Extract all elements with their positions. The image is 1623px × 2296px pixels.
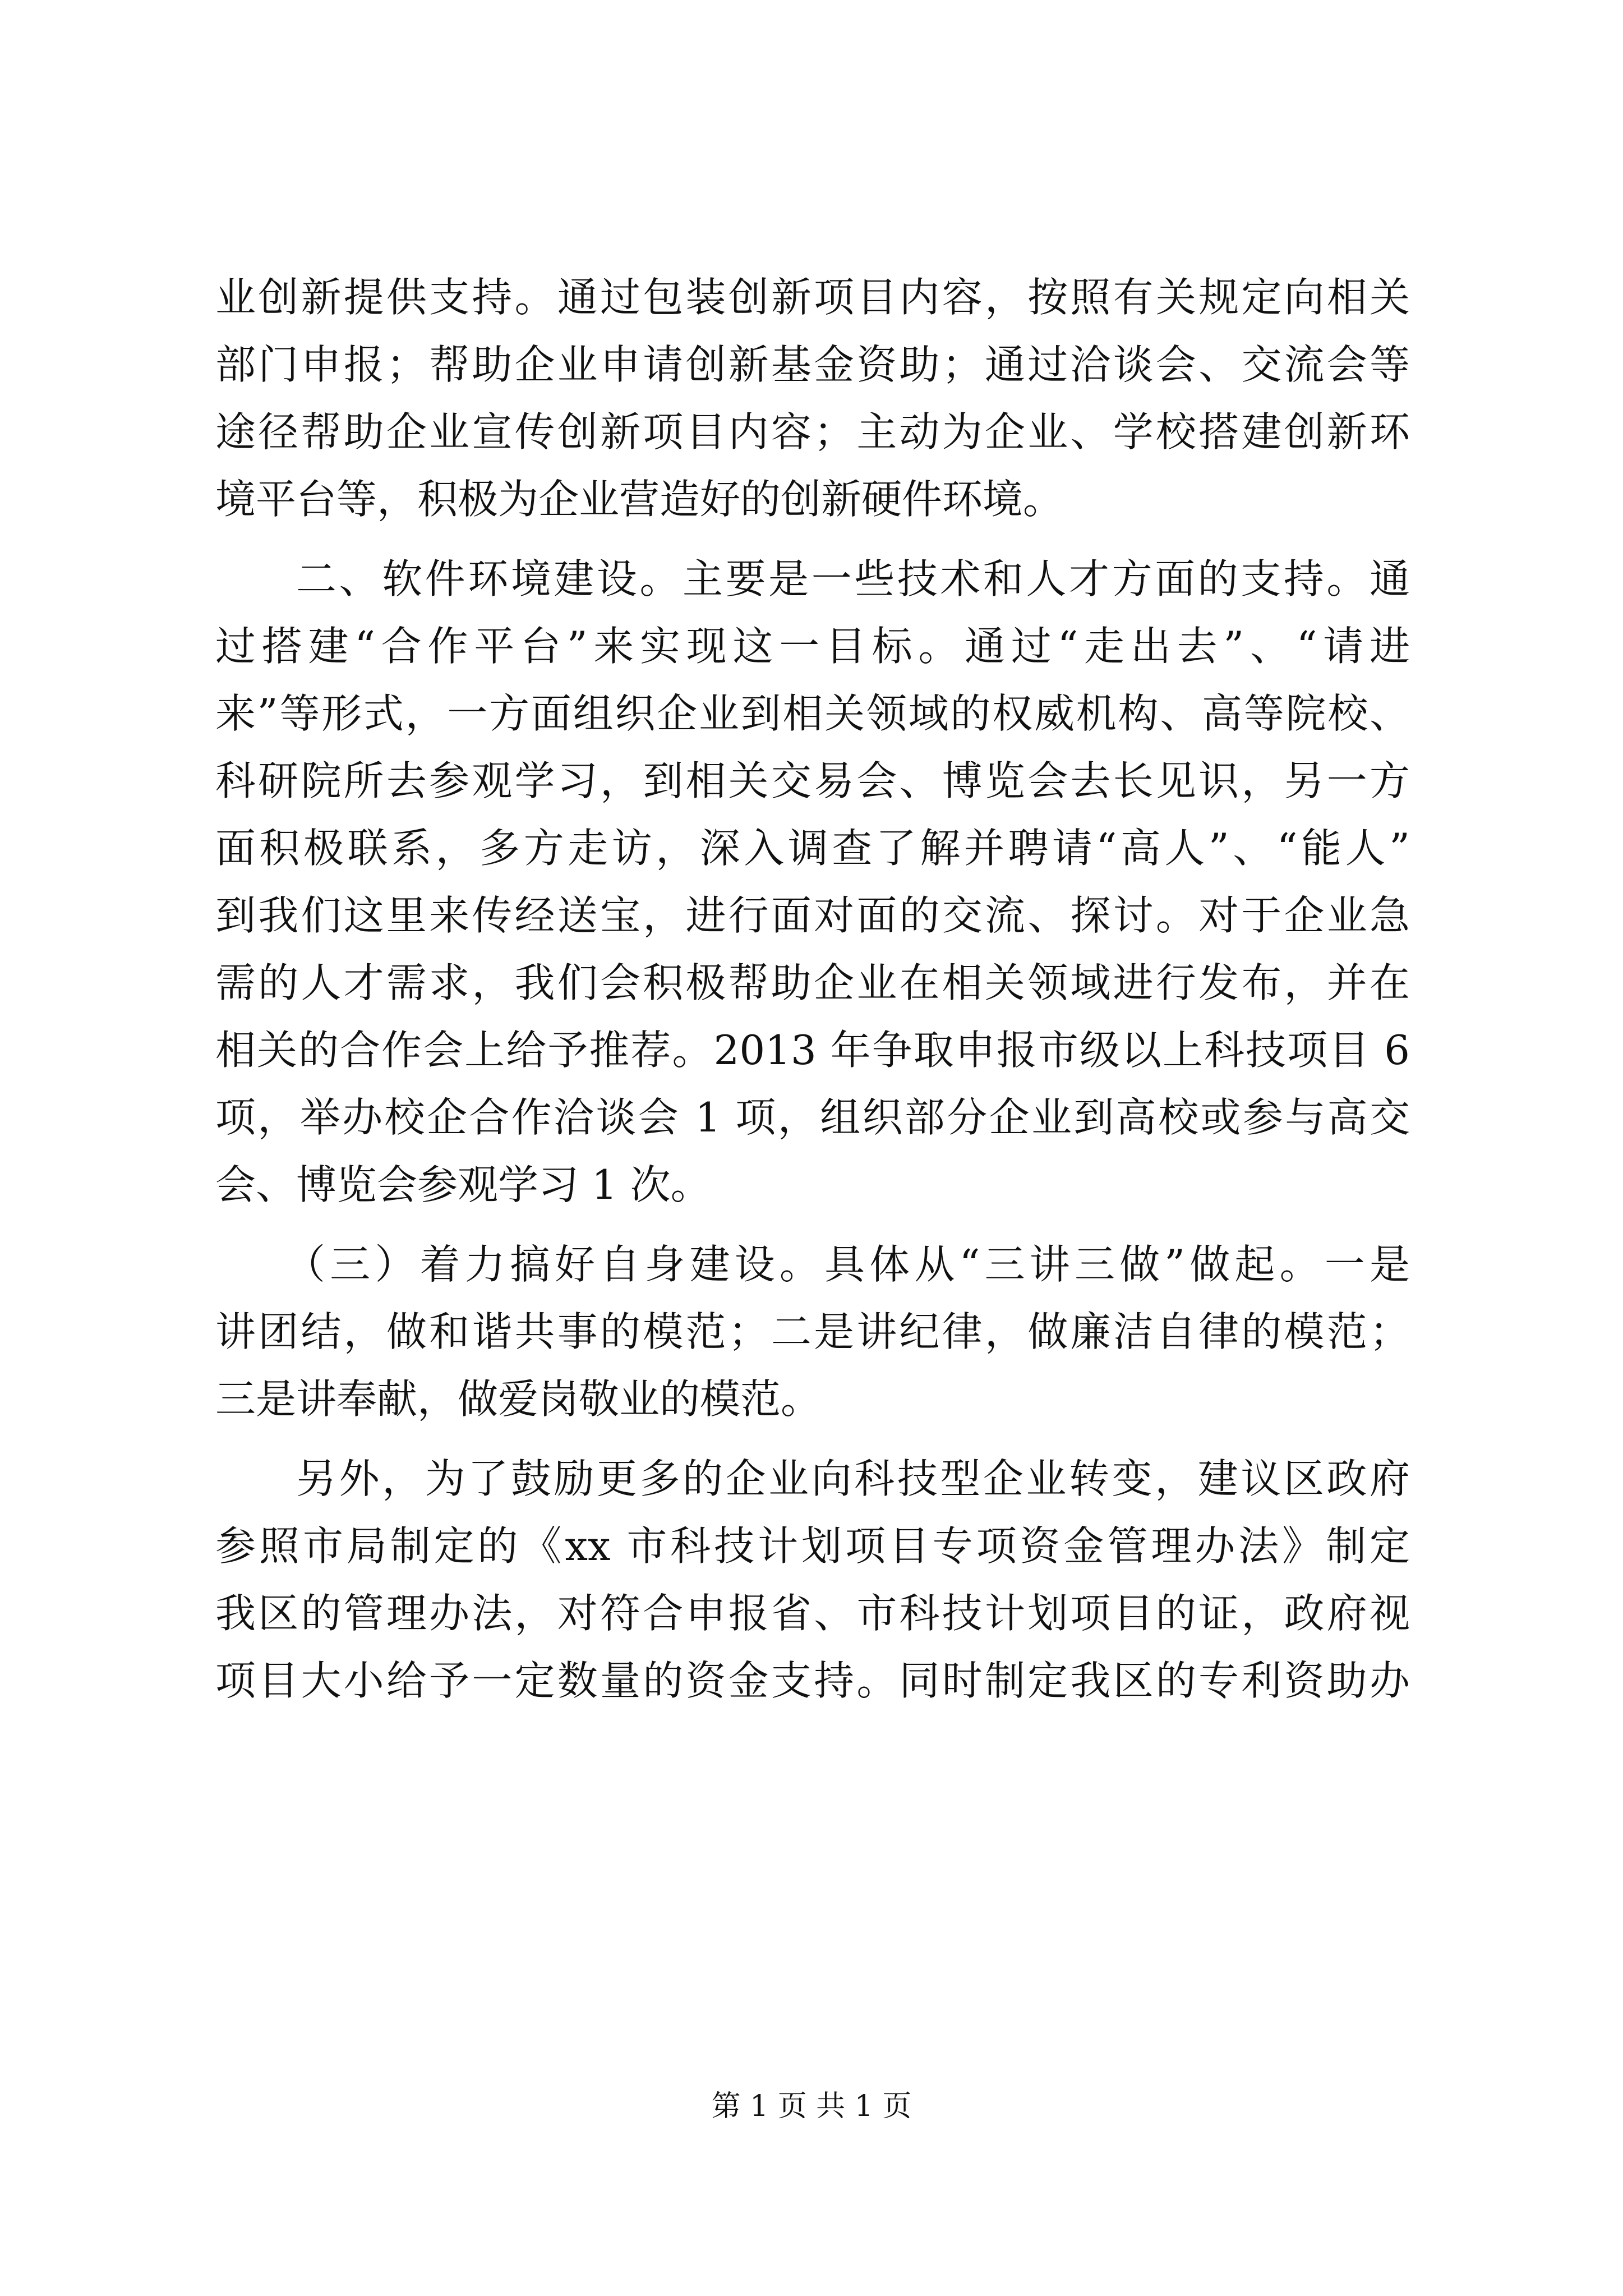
- document-body: [215, 264, 1410, 1727]
- text-line: 相关的合作会上给予推荐。2013 年争取申报市级以上科技项目 6: [215, 1027, 1410, 1074]
- text-line: 项目大小给予一定数量的资金支持。同时制定我区的专利资助办: [215, 1657, 1410, 1704]
- text-line: 业创新提供支持。通过包装创新项目内容，按照有关规定向相关: [215, 274, 1410, 321]
- text-line: 需的人才需求，我们会积极帮助企业在相关领域进行发布，并在: [215, 959, 1410, 1006]
- text-line: 来”等形式，一方面组织企业到相关领域的权威机构、高等院校、: [215, 690, 1410, 737]
- text-line: 我区的管理办法，对符合申报省、市科技计划项目的证，政府视: [215, 1590, 1410, 1637]
- text-line: 二、软件环境建设。主要是一些技术和人才方面的支持。通: [296, 555, 1410, 602]
- text-line: 讲团结，做和谐共事的模范；二是讲纪律，做廉洁自律的模范；: [215, 1308, 1410, 1355]
- text-line: 部门申报；帮助企业申请创新基金资助；通过洽谈会、交流会等: [215, 341, 1410, 388]
- paragraph-4: [215, 1445, 1410, 1714]
- text-line: 三是讲奉献，做爱岗敬业的模范。: [215, 1375, 822, 1423]
- text-line: 面积极联系，多方走访，深入调查了解并聘请“高人”、“能人”: [215, 825, 1410, 872]
- text-line: 科研院所去参观学习，到相关交易会、博览会去长见识，另一方: [215, 757, 1410, 804]
- text-line: 另外，为了鼓励更多的企业向科技型企业转变，建议区政府: [296, 1455, 1410, 1502]
- text-line: 会、博览会参观学习 1 次。: [215, 1161, 711, 1208]
- text-line: 参照市局制定的《xx 市科技计划项目专项资金管理办法》制定: [215, 1522, 1410, 1570]
- paragraph-3: [215, 1231, 1410, 1433]
- text-line: （三）着力搞好自身建设。具体从“三讲三做”做起。一是: [285, 1241, 1410, 1288]
- text-line: 境平台等，积极为企业营造好的创新硬件环境。: [215, 476, 1064, 523]
- text-line: 项，举办校企合作洽谈会 1 项，组织部分企业到高校或参与高交: [215, 1094, 1410, 1141]
- page-number-footer: 第 1 页 共 1 页: [711, 2090, 912, 2123]
- text-line: 到我们这里来传经送宝，进行面对面的交流、探讨。对于企业急: [215, 892, 1410, 939]
- text-line: 途径帮助企业宣传创新项目内容；主动为企业、学校搭建创新环: [215, 408, 1410, 455]
- paragraph-2: [215, 545, 1410, 1218]
- paragraph-1: [215, 264, 1410, 533]
- text-line: 过搭建“合作平台”来实现这一目标。通过“走出去”、“请进: [215, 623, 1410, 670]
